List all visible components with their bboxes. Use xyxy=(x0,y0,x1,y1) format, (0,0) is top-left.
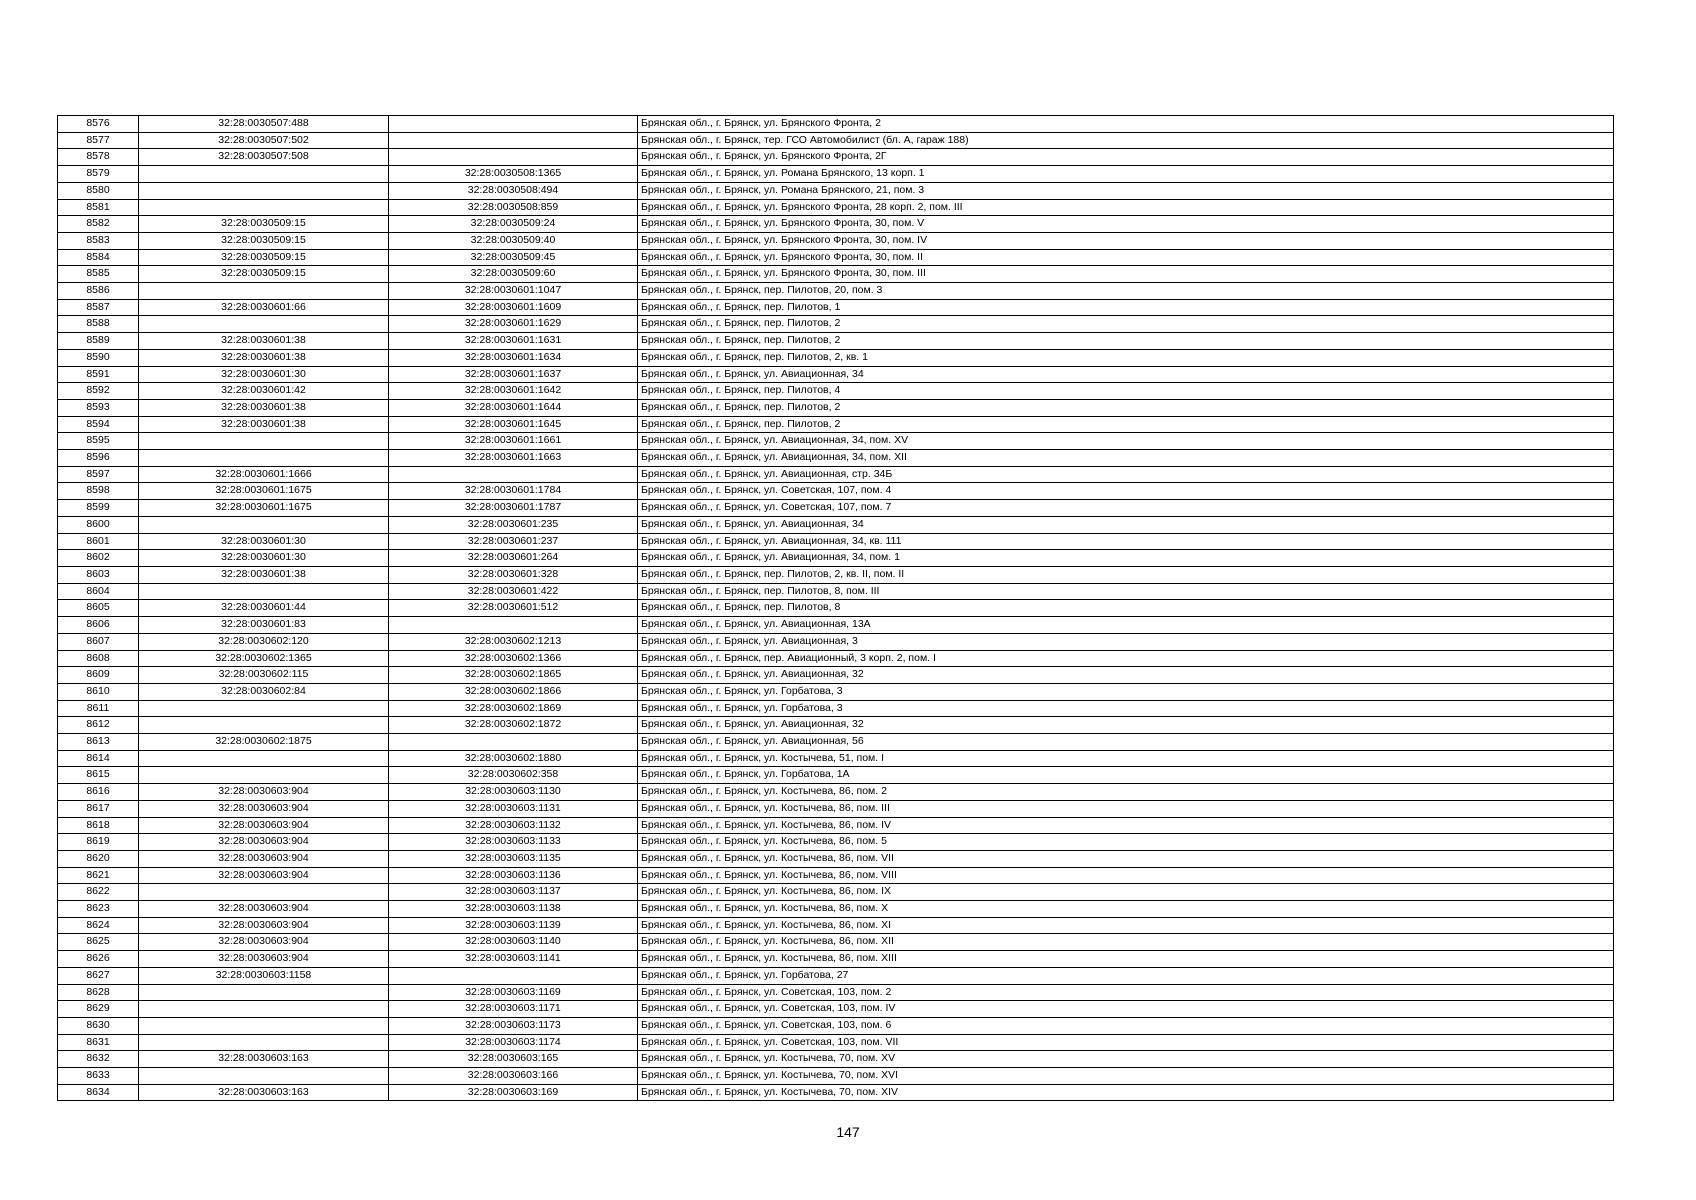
row-number-cell: 8599 xyxy=(58,500,139,517)
address-cell: Брянская обл., г. Брянск, ул. Авиационная, 3 xyxy=(638,633,1614,650)
row-number-cell: 8591 xyxy=(58,366,139,383)
land-cadastral-number-cell xyxy=(139,700,389,717)
table-row xyxy=(58,951,1614,968)
row-number-cell: 8585 xyxy=(58,266,139,283)
row-number-cell: 8618 xyxy=(58,817,139,834)
row-number-cell: 8592 xyxy=(58,383,139,400)
object-cadastral-number-cell: 32:28:0030602:1872 xyxy=(389,717,638,734)
address-cell: Брянская обл., г. Брянск, ул. Советская, 107, пом. 7 xyxy=(638,500,1614,517)
object-cadastral-number-cell: 32:28:0030603:1132 xyxy=(389,817,638,834)
address-cell: Брянская обл., г. Брянск, пер. Пилотов, 1 xyxy=(638,299,1614,316)
land-cadastral-number-cell: 32:28:0030603:904 xyxy=(139,817,389,834)
row-number-cell: 8628 xyxy=(58,984,139,1001)
object-cadastral-number-cell: 32:28:0030603:1135 xyxy=(389,850,638,867)
object-cadastral-number-cell: 32:28:0030601:328 xyxy=(389,566,638,583)
address-cell: Брянская обл., г. Брянск, ул. Брянского Фронта, 30, пом. II xyxy=(638,249,1614,266)
object-cadastral-number-cell: 32:28:0030601:1634 xyxy=(389,349,638,366)
row-number-cell: 8610 xyxy=(58,683,139,700)
land-cadastral-number-cell: 32:28:0030601:30 xyxy=(139,366,389,383)
table-row xyxy=(58,834,1614,851)
row-number-cell: 8631 xyxy=(58,1034,139,1051)
land-cadastral-number-cell xyxy=(139,717,389,734)
table-row xyxy=(58,466,1614,483)
address-cell: Брянская обл., г. Брянск, ул. Костычева, 86, пом. X xyxy=(638,901,1614,918)
address-cell: Брянская обл., г. Брянск, ул. Костычева, 86, пом. XI xyxy=(638,917,1614,934)
table-row xyxy=(58,650,1614,667)
row-number-cell: 8579 xyxy=(58,166,139,183)
address-cell: Брянская обл., г. Брянск, ул. Костычева, 70, пом. XVI xyxy=(638,1068,1614,1085)
row-number-cell: 8594 xyxy=(58,416,139,433)
table-row xyxy=(58,817,1614,834)
object-cadastral-number-cell xyxy=(389,734,638,751)
row-number-cell: 8607 xyxy=(58,633,139,650)
address-cell: Брянская обл., г. Брянск, ул. Авиационная, 56 xyxy=(638,734,1614,751)
land-cadastral-number-cell: 32:28:0030509:15 xyxy=(139,232,389,249)
row-number-cell: 8627 xyxy=(58,967,139,984)
land-cadastral-number-cell: 32:28:0030509:15 xyxy=(139,216,389,233)
table-row xyxy=(58,1001,1614,1018)
property-register-table xyxy=(57,115,1614,1101)
row-number-cell: 8602 xyxy=(58,550,139,567)
table-row xyxy=(58,1017,1614,1034)
address-cell: Брянская обл., г. Брянск, ул. Советская, 107, пом. 4 xyxy=(638,483,1614,500)
land-cadastral-number-cell: 32:28:0030603:163 xyxy=(139,1051,389,1068)
object-cadastral-number-cell: 32:28:0030508:494 xyxy=(389,182,638,199)
object-cadastral-number-cell xyxy=(389,149,638,166)
table-row xyxy=(58,232,1614,249)
row-number-cell: 8622 xyxy=(58,884,139,901)
object-cadastral-number-cell: 32:28:0030603:1140 xyxy=(389,934,638,951)
object-cadastral-number-cell: 32:28:0030601:1637 xyxy=(389,366,638,383)
object-cadastral-number-cell: 32:28:0030603:1133 xyxy=(389,834,638,851)
object-cadastral-number-cell: 32:28:0030603:165 xyxy=(389,1051,638,1068)
row-number-cell: 8621 xyxy=(58,867,139,884)
address-cell: Брянская обл., г. Брянск, ул. Костычева, 51, пом. I xyxy=(638,750,1614,767)
address-cell: Брянская обл., г. Брянск, ул. Романа Брянского, 13 корп. 1 xyxy=(638,166,1614,183)
object-cadastral-number-cell: 32:28:0030603:1173 xyxy=(389,1017,638,1034)
address-cell: Брянская обл., г. Брянск, ул. Авиационная, 32 xyxy=(638,667,1614,684)
address-cell: Брянская обл., г. Брянск, ул. Авиационная, 34 xyxy=(638,366,1614,383)
table-row xyxy=(58,216,1614,233)
address-cell: Брянская обл., г. Брянск, ул. Авиационная, 13А xyxy=(638,617,1614,634)
object-cadastral-number-cell: 32:28:0030602:1869 xyxy=(389,700,638,717)
address-cell: Брянская обл., г. Брянск, ул. Костычева, 70, пом. XV xyxy=(638,1051,1614,1068)
address-cell: Брянская обл., г. Брянск, пер. Пилотов, 8 xyxy=(638,600,1614,617)
table-row xyxy=(58,283,1614,300)
address-cell: Брянская обл., г. Брянск, ул. Авиационная, 32 xyxy=(638,717,1614,734)
object-cadastral-number-cell: 32:28:0030601:1047 xyxy=(389,283,638,300)
table-row xyxy=(58,784,1614,801)
address-cell: Брянская обл., г. Брянск, ул. Советская, 103, пом. 2 xyxy=(638,984,1614,1001)
table-row xyxy=(58,767,1614,784)
object-cadastral-number-cell: 32:28:0030601:1645 xyxy=(389,416,638,433)
row-number-cell: 8633 xyxy=(58,1068,139,1085)
table-row xyxy=(58,1051,1614,1068)
object-cadastral-number-cell xyxy=(389,466,638,483)
land-cadastral-number-cell: 32:28:0030603:904 xyxy=(139,784,389,801)
table-body xyxy=(58,116,1614,1101)
row-number-cell: 8589 xyxy=(58,333,139,350)
land-cadastral-number-cell: 32:28:0030603:163 xyxy=(139,1084,389,1101)
land-cadastral-number-cell: 32:28:0030601:83 xyxy=(139,617,389,634)
address-cell: Брянская обл., г. Брянск, пер. Пилотов, 2 xyxy=(638,333,1614,350)
table-row xyxy=(58,383,1614,400)
land-cadastral-number-cell xyxy=(139,884,389,901)
table-row xyxy=(58,1084,1614,1101)
address-cell: Брянская обл., г. Брянск, пер. Пилотов, 8, пом. III xyxy=(638,583,1614,600)
row-number-cell: 8613 xyxy=(58,734,139,751)
table-row xyxy=(58,734,1614,751)
land-cadastral-number-cell: 32:28:0030602:120 xyxy=(139,633,389,650)
object-cadastral-number-cell: 32:28:0030508:859 xyxy=(389,199,638,216)
object-cadastral-number-cell: 32:28:0030601:237 xyxy=(389,533,638,550)
object-cadastral-number-cell: 32:28:0030603:1171 xyxy=(389,1001,638,1018)
land-cadastral-number-cell: 32:28:0030603:904 xyxy=(139,917,389,934)
table-row xyxy=(58,450,1614,467)
land-cadastral-number-cell: 32:28:0030602:1365 xyxy=(139,650,389,667)
table-row xyxy=(58,867,1614,884)
table-row xyxy=(58,884,1614,901)
table-row xyxy=(58,934,1614,951)
land-cadastral-number-cell xyxy=(139,283,389,300)
object-cadastral-number-cell: 32:28:0030601:1644 xyxy=(389,399,638,416)
land-cadastral-number-cell: 32:28:0030601:38 xyxy=(139,416,389,433)
object-cadastral-number-cell: 32:28:0030601:1787 xyxy=(389,500,638,517)
object-cadastral-number-cell: 32:28:0030602:1366 xyxy=(389,650,638,667)
row-number-cell: 8597 xyxy=(58,466,139,483)
land-cadastral-number-cell: 32:28:0030602:115 xyxy=(139,667,389,684)
land-cadastral-number-cell: 32:28:0030601:38 xyxy=(139,566,389,583)
table-row xyxy=(58,199,1614,216)
row-number-cell: 8634 xyxy=(58,1084,139,1101)
table-row xyxy=(58,349,1614,366)
table-row xyxy=(58,750,1614,767)
object-cadastral-number-cell: 32:28:0030603:1174 xyxy=(389,1034,638,1051)
land-cadastral-number-cell xyxy=(139,516,389,533)
address-cell: Брянская обл., г. Брянск, пер. Пилотов, 2 xyxy=(638,416,1614,433)
table-row xyxy=(58,984,1614,1001)
land-cadastral-number-cell xyxy=(139,433,389,450)
land-cadastral-number-cell: 32:28:0030507:488 xyxy=(139,116,389,133)
table-row xyxy=(58,667,1614,684)
address-cell: Брянская обл., г. Брянск, ул. Брянского Фронта, 30, пом. IV xyxy=(638,232,1614,249)
object-cadastral-number-cell: 32:28:0030601:235 xyxy=(389,516,638,533)
table-row xyxy=(58,600,1614,617)
address-cell: Брянская обл., г. Брянск, ул. Брянского Фронта, 2Г xyxy=(638,149,1614,166)
land-cadastral-number-cell xyxy=(139,166,389,183)
row-number-cell: 8617 xyxy=(58,800,139,817)
land-cadastral-number-cell: 32:28:0030601:38 xyxy=(139,399,389,416)
land-cadastral-number-cell: 32:28:0030601:30 xyxy=(139,533,389,550)
land-cadastral-number-cell: 32:28:0030603:904 xyxy=(139,850,389,867)
address-cell: Брянская обл., г. Брянск, пер. Пилотов, 2, кв. II, пом. II xyxy=(638,566,1614,583)
row-number-cell: 8595 xyxy=(58,433,139,450)
row-number-cell: 8614 xyxy=(58,750,139,767)
row-number-cell: 8632 xyxy=(58,1051,139,1068)
row-number-cell: 8600 xyxy=(58,516,139,533)
table-row xyxy=(58,483,1614,500)
row-number-cell: 8626 xyxy=(58,951,139,968)
address-cell: Брянская обл., г. Брянск, ул. Костычева, 86, пом. III xyxy=(638,800,1614,817)
table-row xyxy=(58,266,1614,283)
row-number-cell: 8576 xyxy=(58,116,139,133)
row-number-cell: 8623 xyxy=(58,901,139,918)
land-cadastral-number-cell xyxy=(139,199,389,216)
address-cell: Брянская обл., г. Брянск, ул. Горбатова, 1А xyxy=(638,767,1614,784)
row-number-cell: 8580 xyxy=(58,182,139,199)
table-row xyxy=(58,416,1614,433)
object-cadastral-number-cell: 32:28:0030601:512 xyxy=(389,600,638,617)
table-row xyxy=(58,333,1614,350)
object-cadastral-number-cell: 32:28:0030601:1642 xyxy=(389,383,638,400)
address-cell: Брянская обл., г. Брянск, ул. Авиационная, стр. 34Б xyxy=(638,466,1614,483)
table-row xyxy=(58,433,1614,450)
land-cadastral-number-cell: 32:28:0030507:508 xyxy=(139,149,389,166)
table-row xyxy=(58,850,1614,867)
address-cell: Брянская обл., г. Брянск, ул. Брянского Фронта, 30, пом. III xyxy=(638,266,1614,283)
address-cell: Брянская обл., г. Брянск, ул. Советская, 103, пом. 6 xyxy=(638,1017,1614,1034)
row-number-cell: 8604 xyxy=(58,583,139,600)
land-cadastral-number-cell xyxy=(139,182,389,199)
address-cell: Брянская обл., г. Брянск, пер. Пилотов, 2 xyxy=(638,316,1614,333)
table-row xyxy=(58,1068,1614,1085)
table-row xyxy=(58,149,1614,166)
address-cell: Брянская обл., г. Брянск, пер. Пилотов, 4 xyxy=(638,383,1614,400)
object-cadastral-number-cell: 32:28:0030603:169 xyxy=(389,1084,638,1101)
land-cadastral-number-cell: 32:28:0030603:904 xyxy=(139,901,389,918)
land-cadastral-number-cell: 32:28:0030603:1158 xyxy=(139,967,389,984)
row-number-cell: 8624 xyxy=(58,917,139,934)
address-cell: Брянская обл., г. Брянск, ул. Горбатова, 3 xyxy=(638,683,1614,700)
object-cadastral-number-cell: 32:28:0030509:45 xyxy=(389,249,638,266)
address-cell: Брянская обл., г. Брянск, ул. Костычева, 86, пом. IX xyxy=(638,884,1614,901)
row-number-cell: 8587 xyxy=(58,299,139,316)
address-cell: Брянская обл., г. Брянск, тер. ГСО Автомобилист (бл. А, гараж 188) xyxy=(638,132,1614,149)
land-cadastral-number-cell: 32:28:0030601:1675 xyxy=(139,483,389,500)
table-row xyxy=(58,967,1614,984)
table-row xyxy=(58,299,1614,316)
table-row xyxy=(58,700,1614,717)
object-cadastral-number-cell xyxy=(389,132,638,149)
object-cadastral-number-cell: 32:28:0030601:422 xyxy=(389,583,638,600)
land-cadastral-number-cell: 32:28:0030603:904 xyxy=(139,800,389,817)
table-row xyxy=(58,516,1614,533)
address-cell: Брянская обл., г. Брянск, ул. Авиационная, 34, пом. 1 xyxy=(638,550,1614,567)
address-cell: Брянская обл., г. Брянск, ул. Костычева, 70, пом. XIV xyxy=(638,1084,1614,1101)
object-cadastral-number-cell: 32:28:0030601:1784 xyxy=(389,483,638,500)
row-number-cell: 8611 xyxy=(58,700,139,717)
land-cadastral-number-cell: 32:28:0030509:15 xyxy=(139,266,389,283)
table-row xyxy=(58,116,1614,133)
table-row xyxy=(58,182,1614,199)
address-cell: Брянская обл., г. Брянск, ул. Романа Брянского, 21, пом. 3 xyxy=(638,182,1614,199)
address-cell: Брянская обл., г. Брянск, ул. Костычева, 86, пом. VIII xyxy=(638,867,1614,884)
object-cadastral-number-cell: 32:28:0030601:1663 xyxy=(389,450,638,467)
table-row xyxy=(58,166,1614,183)
address-cell: Брянская обл., г. Брянск, ул. Горбатова, 27 xyxy=(638,967,1614,984)
object-cadastral-number-cell: 32:28:0030601:1629 xyxy=(389,316,638,333)
table-row xyxy=(58,800,1614,817)
table-row xyxy=(58,633,1614,650)
land-cadastral-number-cell: 32:28:0030602:84 xyxy=(139,683,389,700)
row-number-cell: 8601 xyxy=(58,533,139,550)
table-row xyxy=(58,533,1614,550)
land-cadastral-number-cell: 32:28:0030507:502 xyxy=(139,132,389,149)
address-cell: Брянская обл., г. Брянск, пер. Пилотов, 20, пом. 3 xyxy=(638,283,1614,300)
row-number-cell: 8578 xyxy=(58,149,139,166)
address-cell: Брянская обл., г. Брянск, ул. Брянского Фронта, 30, пом. V xyxy=(638,216,1614,233)
row-number-cell: 8583 xyxy=(58,232,139,249)
row-number-cell: 8588 xyxy=(58,316,139,333)
land-cadastral-number-cell: 32:28:0030601:1675 xyxy=(139,500,389,517)
object-cadastral-number-cell xyxy=(389,967,638,984)
row-number-cell: 8596 xyxy=(58,450,139,467)
row-number-cell: 8619 xyxy=(58,834,139,851)
address-cell: Брянская обл., г. Брянск, ул. Костычева, 86, пом. 5 xyxy=(638,834,1614,851)
address-cell: Брянская обл., г. Брянск, ул. Костычева, 86, пом. 2 xyxy=(638,784,1614,801)
table-row xyxy=(58,316,1614,333)
object-cadastral-number-cell: 32:28:0030601:1661 xyxy=(389,433,638,450)
row-number-cell: 8584 xyxy=(58,249,139,266)
row-number-cell: 8603 xyxy=(58,566,139,583)
object-cadastral-number-cell xyxy=(389,617,638,634)
row-number-cell: 8593 xyxy=(58,399,139,416)
row-number-cell: 8616 xyxy=(58,784,139,801)
land-cadastral-number-cell: 32:28:0030509:15 xyxy=(139,249,389,266)
object-cadastral-number-cell: 32:28:0030601:264 xyxy=(389,550,638,567)
row-number-cell: 8577 xyxy=(58,132,139,149)
object-cadastral-number-cell: 32:28:0030603:166 xyxy=(389,1068,638,1085)
page-number: 147 xyxy=(836,1124,860,1140)
address-cell: Брянская обл., г. Брянск, ул. Брянского Фронта, 28 корп. 2, пом. III xyxy=(638,199,1614,216)
row-number-cell: 8630 xyxy=(58,1017,139,1034)
land-cadastral-number-cell: 32:28:0030603:904 xyxy=(139,934,389,951)
land-cadastral-number-cell: 32:28:0030601:44 xyxy=(139,600,389,617)
table-row xyxy=(58,617,1614,634)
row-number-cell: 8586 xyxy=(58,283,139,300)
table-row xyxy=(58,901,1614,918)
address-cell: Брянская обл., г. Брянск, пер. Авиационный, 3 корп. 2, пом. I xyxy=(638,650,1614,667)
address-cell: Брянская обл., г. Брянск, ул. Советская, 103, пом. IV xyxy=(638,1001,1614,1018)
land-cadastral-number-cell xyxy=(139,767,389,784)
table-row xyxy=(58,1034,1614,1051)
land-cadastral-number-cell xyxy=(139,750,389,767)
land-cadastral-number-cell: 32:28:0030602:1875 xyxy=(139,734,389,751)
object-cadastral-number-cell: 32:28:0030603:1169 xyxy=(389,984,638,1001)
row-number-cell: 8598 xyxy=(58,483,139,500)
land-cadastral-number-cell xyxy=(139,1068,389,1085)
land-cadastral-number-cell: 32:28:0030601:42 xyxy=(139,383,389,400)
land-cadastral-number-cell xyxy=(139,1017,389,1034)
land-cadastral-number-cell: 32:28:0030601:30 xyxy=(139,550,389,567)
land-cadastral-number-cell xyxy=(139,583,389,600)
land-cadastral-number-cell: 32:28:0030601:1666 xyxy=(139,466,389,483)
land-cadastral-number-cell xyxy=(139,316,389,333)
land-cadastral-number-cell: 32:28:0030603:904 xyxy=(139,867,389,884)
address-cell: Брянская обл., г. Брянск, пер. Пилотов, 2 xyxy=(638,399,1614,416)
table-row xyxy=(58,566,1614,583)
object-cadastral-number-cell: 32:28:0030602:1866 xyxy=(389,683,638,700)
address-cell: Брянская обл., г. Брянск, ул. Брянского Фронта, 2 xyxy=(638,116,1614,133)
table-row xyxy=(58,583,1614,600)
row-number-cell: 8612 xyxy=(58,717,139,734)
row-number-cell: 8581 xyxy=(58,199,139,216)
table-row xyxy=(58,366,1614,383)
object-cadastral-number-cell: 32:28:0030508:1365 xyxy=(389,166,638,183)
row-number-cell: 8582 xyxy=(58,216,139,233)
object-cadastral-number-cell: 32:28:0030509:40 xyxy=(389,232,638,249)
address-cell: Брянская обл., г. Брянск, ул. Костычева, 86, пом. XIII xyxy=(638,951,1614,968)
address-cell: Брянская обл., г. Брянск, ул. Костычева, 86, пом. IV xyxy=(638,817,1614,834)
address-cell: Брянская обл., г. Брянск, ул. Костычева, 86, пом. XII xyxy=(638,934,1614,951)
address-cell: Брянская обл., г. Брянск, ул. Советская, 103, пом. VII xyxy=(638,1034,1614,1051)
object-cadastral-number-cell: 32:28:0030602:1213 xyxy=(389,633,638,650)
object-cadastral-number-cell: 32:28:0030603:1138 xyxy=(389,901,638,918)
object-cadastral-number-cell: 32:28:0030603:1137 xyxy=(389,884,638,901)
row-number-cell: 8625 xyxy=(58,934,139,951)
object-cadastral-number-cell: 32:28:0030601:1609 xyxy=(389,299,638,316)
address-cell: Брянская обл., г. Брянск, ул. Авиационная, 34 xyxy=(638,516,1614,533)
object-cadastral-number-cell: 32:28:0030602:1865 xyxy=(389,667,638,684)
table-row xyxy=(58,132,1614,149)
object-cadastral-number-cell: 32:28:0030603:1136 xyxy=(389,867,638,884)
row-number-cell: 8606 xyxy=(58,617,139,634)
object-cadastral-number-cell: 32:28:0030603:1139 xyxy=(389,917,638,934)
object-cadastral-number-cell xyxy=(389,116,638,133)
row-number-cell: 8605 xyxy=(58,600,139,617)
address-cell: Брянская обл., г. Брянск, ул. Авиационная, 34, пом. XII xyxy=(638,450,1614,467)
object-cadastral-number-cell: 32:28:0030602:1880 xyxy=(389,750,638,767)
address-cell: Брянская обл., г. Брянск, ул. Авиационная, 34, кв. 111 xyxy=(638,533,1614,550)
row-number-cell: 8608 xyxy=(58,650,139,667)
land-cadastral-number-cell xyxy=(139,1001,389,1018)
table-row xyxy=(58,249,1614,266)
land-cadastral-number-cell: 32:28:0030603:904 xyxy=(139,951,389,968)
address-cell: Брянская обл., г. Брянск, ул. Костычева, 86, пом. VII xyxy=(638,850,1614,867)
row-number-cell: 8620 xyxy=(58,850,139,867)
row-number-cell: 8609 xyxy=(58,667,139,684)
table-row xyxy=(58,683,1614,700)
land-cadastral-number-cell xyxy=(139,450,389,467)
object-cadastral-number-cell: 32:28:0030602:358 xyxy=(389,767,638,784)
object-cadastral-number-cell: 32:28:0030601:1631 xyxy=(389,333,638,350)
land-cadastral-number-cell: 32:28:0030601:38 xyxy=(139,333,389,350)
object-cadastral-number-cell: 32:28:0030603:1130 xyxy=(389,784,638,801)
address-cell: Брянская обл., г. Брянск, пер. Пилотов, 2, кв. 1 xyxy=(638,349,1614,366)
object-cadastral-number-cell: 32:28:0030509:24 xyxy=(389,216,638,233)
object-cadastral-number-cell: 32:28:0030603:1131 xyxy=(389,800,638,817)
address-cell: Брянская обл., г. Брянск, ул. Горбатова, 3 xyxy=(638,700,1614,717)
object-cadastral-number-cell: 32:28:0030603:1141 xyxy=(389,951,638,968)
row-number-cell: 8615 xyxy=(58,767,139,784)
land-cadastral-number-cell: 32:28:0030603:904 xyxy=(139,834,389,851)
land-cadastral-number-cell: 32:28:0030601:66 xyxy=(139,299,389,316)
address-cell: Брянская обл., г. Брянск, ул. Авиационная, 34, пом. XV xyxy=(638,433,1614,450)
row-number-cell: 8629 xyxy=(58,1001,139,1018)
object-cadastral-number-cell: 32:28:0030509:60 xyxy=(389,266,638,283)
table-row xyxy=(58,550,1614,567)
table-row xyxy=(58,917,1614,934)
land-cadastral-number-cell: 32:28:0030601:38 xyxy=(139,349,389,366)
table-row xyxy=(58,717,1614,734)
land-cadastral-number-cell xyxy=(139,1034,389,1051)
land-cadastral-number-cell xyxy=(139,984,389,1001)
table-row xyxy=(58,399,1614,416)
row-number-cell: 8590 xyxy=(58,349,139,366)
table-row xyxy=(58,500,1614,517)
